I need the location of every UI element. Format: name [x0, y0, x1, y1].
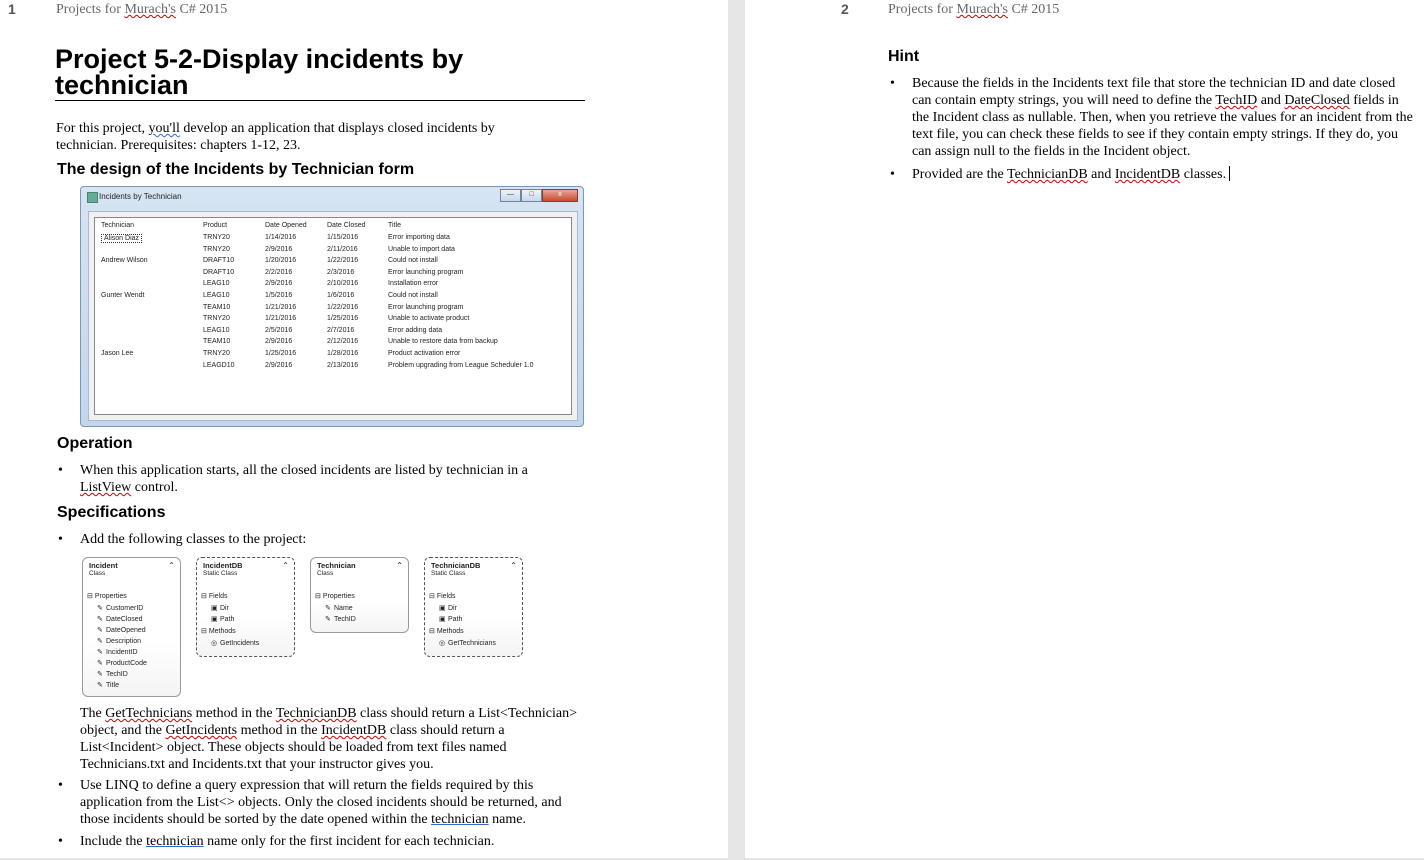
- class-member: [211, 639, 259, 647]
- section-label: Properties: [322, 593, 355, 600]
- field-icon: ▣: [211, 605, 218, 612]
- cell-date-opened: 2/9/2016: [265, 245, 293, 253]
- cell-date-opened: 2/5/2016: [265, 326, 293, 334]
- header-brand: Murach's: [124, 2, 176, 17]
- document-page-2[interactable]: [745, 0, 1424, 858]
- classes-para-text: class should return a List<Incident> object. These objects should be loaded from text files named Technicians.txt and Incidents.txt that your instructor gives you.: [80, 723, 507, 772]
- form-title: Incidents by Technician: [99, 192, 182, 201]
- field-icon: ▣: [439, 616, 446, 623]
- property-icon: ✎: [325, 605, 331, 612]
- design-heading: The design of the Incidents by Technician form: [57, 161, 415, 178]
- operation-text-a: When this application starts, all the closed incidents are listed by technician in a: [80, 463, 528, 478]
- collapse-icon: ⌃: [168, 561, 175, 570]
- class-member: [97, 681, 119, 689]
- text-cursor: [1229, 166, 1230, 181]
- cell-technician: Jason Lee: [101, 350, 134, 357]
- cell-title: Unable to restore data from backup: [388, 338, 498, 346]
- section-label: Fields: [436, 593, 456, 600]
- header-suffix: C# 2015: [175, 2, 228, 17]
- property-icon: ✎: [97, 638, 103, 645]
- class-member: [325, 615, 356, 623]
- operation-text-c: control.: [131, 480, 178, 495]
- specs-bullet-3-text: name only for the first incident for each technician.: [203, 834, 495, 849]
- class-member: [439, 604, 457, 612]
- cell-date-closed: 1/22/2016: [327, 257, 359, 265]
- page-header: [888, 2, 1059, 18]
- cell-date-closed: 2/3/2016: [327, 268, 355, 276]
- member-label: Dir: [220, 605, 229, 612]
- property-icon: ✎: [97, 627, 103, 634]
- cell-date-opened: 2/9/2016: [265, 338, 293, 346]
- hint-2-text: Provided are the: [912, 167, 1007, 182]
- class-member: [97, 604, 143, 612]
- classes-para-term: TechnicianDB: [275, 706, 357, 721]
- hint-bullet-1: [890, 75, 1415, 160]
- intro-text-a: For this project,: [56, 121, 149, 136]
- window-controls: [500, 189, 578, 202]
- cell-date-opened: 1/25/2016: [265, 350, 297, 357]
- class-name: Incident: [89, 561, 118, 570]
- page-number: 2: [841, 1, 849, 17]
- cell-title: Problem upgrading from League Scheduler 1.0: [388, 361, 534, 369]
- operation-bullet: [58, 462, 570, 496]
- cell-title: Product activation error: [388, 350, 461, 357]
- hint-1-text: and: [1257, 93, 1285, 108]
- hint-2-text: and: [1087, 167, 1115, 182]
- member-label: TechID: [106, 671, 128, 678]
- cell-technician: Gunter Wendt: [101, 292, 145, 299]
- member-label: GetIncidents: [220, 640, 260, 647]
- class-section: ⊟ Fields: [429, 593, 456, 600]
- hint-2-term: TechnicianDB: [1007, 167, 1088, 182]
- specs-bullet-2: [58, 777, 580, 828]
- operation-text-b: ListView: [80, 480, 132, 495]
- intro-paragraph: [56, 120, 556, 154]
- class-section: ⊟ Methods: [429, 628, 464, 635]
- cell-product: TRNY20: [203, 245, 230, 253]
- cell-date-opened: 2/2/2016: [265, 268, 293, 276]
- property-icon: ✎: [97, 660, 103, 667]
- bullet-icon: •: [58, 532, 63, 547]
- classes-para-term: IncidentDB: [321, 723, 387, 738]
- cell-product: LEAG10: [203, 326, 230, 334]
- class-member: [325, 604, 353, 612]
- member-label: DateClosed: [106, 616, 143, 623]
- column-header-title: Title: [388, 222, 401, 229]
- member-label: Dir: [448, 605, 457, 612]
- section-label: Methods: [436, 628, 464, 635]
- specs-bullet-1: [58, 531, 570, 548]
- bullet-icon: •: [890, 76, 895, 91]
- cell-date-closed: 2/7/2016: [327, 326, 355, 334]
- classes-para-text: class should return a List<Technician> object, and the: [80, 706, 578, 738]
- method-icon: ◎: [211, 640, 218, 647]
- class-section: ⊟ Properties: [315, 593, 355, 600]
- class-diagram-incident: [82, 557, 181, 697]
- header-brand: Murach's: [956, 2, 1008, 17]
- cell-product: LEAGD10: [203, 361, 235, 369]
- hint-heading: Hint: [888, 48, 920, 65]
- class-member: [211, 604, 229, 612]
- member-label: GetTechnicians: [448, 640, 496, 647]
- class-member: [211, 615, 234, 623]
- property-icon: ✎: [97, 616, 103, 623]
- cell-title: Error importing data: [388, 234, 450, 241]
- class-section: ⊟ Fields: [201, 593, 228, 600]
- bullet-icon: •: [890, 167, 895, 182]
- form-body: [88, 211, 578, 421]
- class-name: Technician: [317, 561, 356, 570]
- incidents-form-window: [80, 186, 584, 427]
- page-number: 1: [8, 1, 16, 17]
- intro-text-b: you'll: [148, 121, 180, 136]
- field-icon: ▣: [211, 616, 218, 623]
- member-label: DateOpened: [106, 627, 146, 634]
- property-icon: ✎: [325, 616, 331, 623]
- property-icon: ✎: [97, 605, 103, 612]
- class-diagram-technician: [310, 557, 409, 633]
- cell-title: Error launching program: [388, 268, 464, 276]
- classes-para-text: The: [80, 706, 106, 721]
- class-type: Static Class: [431, 570, 466, 577]
- classes-paragraph: [80, 705, 580, 773]
- column-header-product: Product: [203, 222, 228, 229]
- class-diagram-incidentdb: [196, 557, 295, 657]
- cell-title: Unable to activate product: [388, 315, 470, 323]
- cell-title: Error adding data: [388, 326, 443, 334]
- class-name: IncidentDB: [203, 561, 243, 570]
- field-icon: ▣: [439, 605, 446, 612]
- specifications-heading: Specifications: [57, 504, 166, 521]
- section-label: Fields: [208, 593, 228, 600]
- cell-product: TEAM10: [203, 338, 231, 346]
- cell-date-opened: 1/14/2016: [265, 234, 297, 241]
- hint-1-term: TechID: [1215, 93, 1258, 108]
- specs-bullet-2-text: Use LINQ to define a query expression that will return the fields required by this application from the List<> objects. Only the closed incidents should be returned, and those incidents should be sorted by the date opened within the: [80, 778, 562, 827]
- incidents-listview: [94, 217, 572, 415]
- hint-2-term: IncidentDB: [1114, 167, 1181, 182]
- class-member: [97, 648, 138, 656]
- cell-title: Could not install: [388, 257, 438, 265]
- cell-technician: Andrew Wilson: [101, 257, 148, 265]
- bullet-icon: •: [58, 463, 63, 478]
- intro-text-c: develop an application that displays closed incidents by technician. Prerequisites: chapters 1-12, 23.: [56, 121, 495, 153]
- class-name: TechnicianDB: [431, 561, 481, 570]
- cell-date-closed: 2/12/2016: [327, 338, 359, 346]
- cell-product: TRNY20: [203, 350, 230, 357]
- cell-date-closed: 1/15/2016: [327, 234, 359, 241]
- class-member: [439, 639, 496, 647]
- column-header-technician: Technician: [101, 222, 135, 229]
- hint-bullet-2: [890, 166, 1415, 183]
- cell-date-closed: 1/6/2016: [327, 292, 355, 299]
- member-label: Description: [106, 638, 142, 645]
- classes-para-text: method in the: [237, 723, 322, 738]
- cell-date-opened: 2/9/2016: [265, 361, 293, 369]
- specs-bullet-2-text: name.: [488, 812, 526, 827]
- hint-2-text: classes.: [1180, 167, 1227, 182]
- cell-date-opened: 1/21/2016: [265, 315, 297, 323]
- cell-title: Error launching program: [388, 303, 464, 311]
- member-label: Title: [106, 682, 119, 689]
- class-member: [97, 615, 143, 623]
- cell-date-closed: 1/25/2016: [327, 315, 359, 323]
- form-app-icon: [87, 192, 98, 203]
- hint-1-text: Because the fields in the Incidents text file that store the technician ID and date closed can contain empty strings, you will need to define the: [912, 76, 1396, 108]
- maximize-icon: □: [521, 189, 542, 202]
- section-label: Properties: [94, 593, 127, 600]
- member-label: ProductCode: [106, 660, 147, 667]
- member-label: Name: [334, 605, 353, 612]
- collapse-icon: ⌃: [510, 561, 517, 570]
- class-member: [97, 637, 141, 645]
- specs-bullet-3-term: technician: [146, 834, 204, 849]
- hint-1-text: fields in the Incident class as nullable. Then, when you retrieve the values for an incident from the text file, you can check these fields to see if they contain empty strings. If they do, you can assign null to the fields in the Incident object.: [912, 93, 1413, 159]
- cell-date-opened: 1/20/2016: [265, 257, 297, 265]
- operation-heading: Operation: [57, 435, 133, 452]
- header-suffix: C# 2015: [1007, 2, 1060, 17]
- member-label: CustomerID: [106, 605, 144, 612]
- header-prefix: Projects for: [56, 2, 125, 17]
- minimize-icon: —: [500, 189, 521, 202]
- cell-date-opened: 1/5/2016: [265, 292, 293, 299]
- cell-product: TRNY20: [203, 315, 230, 323]
- class-section: ⊟ Properties: [87, 593, 127, 600]
- specs-bullet-3: [58, 833, 580, 850]
- column-header-date-opened: Date Opened: [265, 222, 307, 229]
- bullet-icon: •: [58, 778, 63, 793]
- project-title: Project 5-2-Display incidents by technician: [55, 46, 585, 101]
- cell-technician: Alison Diaz: [101, 234, 142, 243]
- property-icon: ✎: [97, 682, 103, 689]
- specs-bullet-3-text: Include the: [80, 834, 147, 849]
- class-member: [97, 670, 128, 678]
- cell-date-closed: 1/28/2016: [327, 350, 359, 357]
- column-header-date-closed: Date Closed: [327, 222, 366, 229]
- class-type: Class: [89, 570, 106, 577]
- cell-product: TEAM10: [203, 303, 231, 311]
- property-icon: ✎: [97, 671, 103, 678]
- class-type: Class: [317, 570, 334, 577]
- cell-title: Unable to import data: [388, 245, 455, 253]
- cell-date-closed: 2/13/2016: [327, 361, 359, 369]
- cell-product: DRAFT10: [203, 268, 235, 276]
- class-section: ⊟ Methods: [201, 628, 236, 635]
- member-label: IncidentID: [106, 649, 138, 656]
- cell-date-closed: 2/10/2016: [327, 280, 359, 288]
- cell-date-opened: 2/9/2016: [265, 280, 293, 288]
- collapse-icon: ⌃: [282, 561, 289, 570]
- cell-title: Could not install: [388, 292, 438, 299]
- member-label: Path: [220, 616, 235, 623]
- classes-para-term: GetIncidents: [165, 723, 238, 738]
- cell-date-opened: 1/21/2016: [265, 303, 297, 311]
- specs-bullet-2-term: technician: [431, 812, 489, 827]
- class-member: [439, 615, 462, 623]
- class-type: Static Class: [203, 570, 238, 577]
- property-icon: ✎: [97, 649, 103, 656]
- class-diagram-techniciandb: [424, 557, 523, 657]
- cell-date-closed: 2/11/2016: [327, 245, 358, 253]
- cell-product: DRAFT10: [203, 257, 235, 265]
- cell-title: Installation error: [388, 280, 439, 288]
- header-prefix: Projects for: [888, 2, 957, 17]
- classes-para-text: method in the: [192, 706, 276, 721]
- class-member: [97, 626, 146, 634]
- close-icon: x: [542, 189, 578, 202]
- section-label: Methods: [208, 628, 236, 635]
- member-label: Path: [448, 616, 463, 623]
- cell-product: LEAG10: [203, 280, 230, 288]
- bullet-icon: •: [58, 834, 63, 849]
- classes-para-term: GetTechnicians: [105, 706, 193, 721]
- cell-date-closed: 1/22/2016: [327, 303, 359, 311]
- class-member: [97, 659, 147, 667]
- method-icon: ◎: [439, 640, 446, 647]
- specs-bullet-1-text: Add the following classes to the project:: [80, 532, 307, 547]
- hint-1-term: DateClosed: [1284, 93, 1350, 108]
- page-header: [56, 2, 227, 18]
- member-label: TechID: [334, 616, 356, 623]
- cell-product: TRNY20: [203, 234, 230, 241]
- cell-product: LEAG10: [203, 292, 230, 299]
- collapse-icon: ⌃: [396, 561, 403, 570]
